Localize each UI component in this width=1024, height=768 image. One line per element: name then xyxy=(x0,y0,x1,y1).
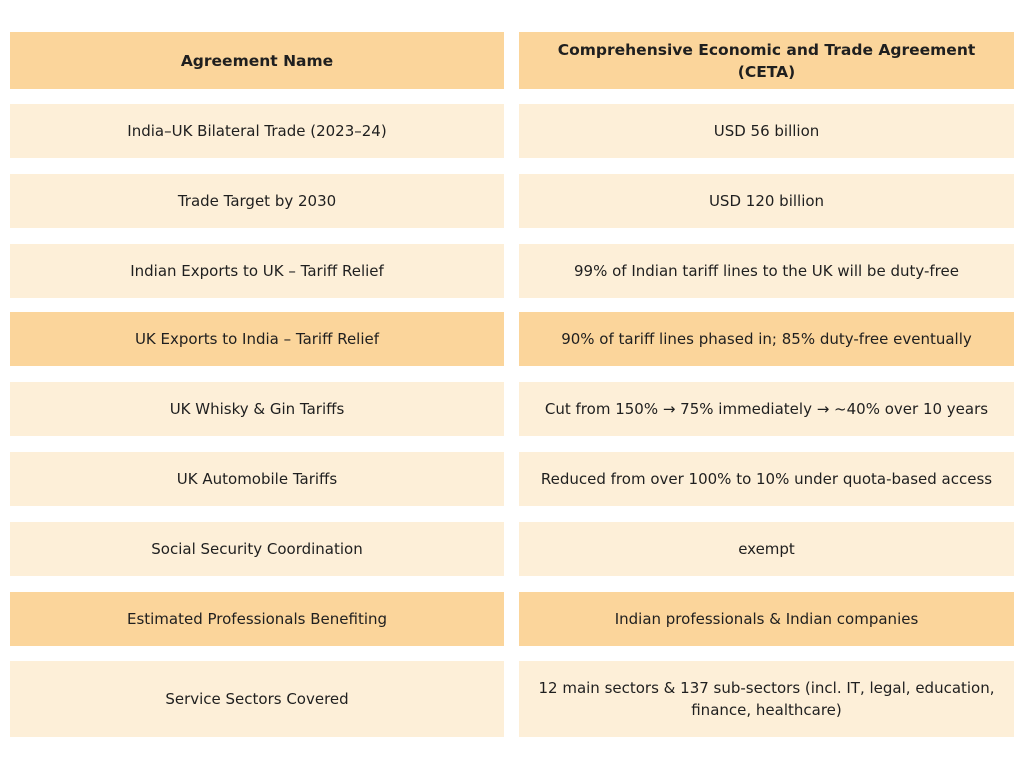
row-label: Social Security Coordination xyxy=(10,522,504,576)
table-row xyxy=(10,452,1014,506)
row-value: Indian professionals & Indian companies xyxy=(519,592,1014,646)
row-value: USD 56 billion xyxy=(519,104,1014,158)
row-value: Reduced from over 100% to 10% under quota-based access xyxy=(519,452,1014,506)
table-row xyxy=(10,312,1014,366)
row-label: India–UK Bilateral Trade (2023–24) xyxy=(10,104,504,158)
table-header-row xyxy=(10,32,1014,89)
table-row xyxy=(10,104,1014,158)
table-row xyxy=(10,522,1014,576)
table-row xyxy=(10,592,1014,646)
row-label: UK Whisky & Gin Tariffs xyxy=(10,382,504,436)
row-label: Service Sectors Covered xyxy=(10,661,504,737)
row-label: UK Exports to India – Tariff Relief xyxy=(10,312,504,366)
table-row xyxy=(10,174,1014,228)
row-label: UK Automobile Tariffs xyxy=(10,452,504,506)
table-row xyxy=(10,244,1014,298)
row-value: 12 main sectors & 137 sub-sectors (incl. IT, legal, education, finance, healthcare) xyxy=(519,661,1014,737)
row-value: exempt xyxy=(519,522,1014,576)
table-row xyxy=(10,382,1014,436)
row-value: 90% of tariff lines phased in; 85% duty-free eventually xyxy=(519,312,1014,366)
row-label: Estimated Professionals Benefiting xyxy=(10,592,504,646)
row-value: 99% of Indian tariff lines to the UK will be duty-free xyxy=(519,244,1014,298)
table-row xyxy=(10,661,1014,737)
row-label: Indian Exports to UK – Tariff Relief xyxy=(10,244,504,298)
row-value: USD 120 billion xyxy=(519,174,1014,228)
header-cell-right: Comprehensive Economic and Trade Agreement (CETA) xyxy=(519,32,1014,89)
header-cell-left: Agreement Name xyxy=(10,32,504,89)
row-value: Cut from 150% → 75% immediately → ~40% over 10 years xyxy=(519,382,1014,436)
row-label: Trade Target by 2030 xyxy=(10,174,504,228)
